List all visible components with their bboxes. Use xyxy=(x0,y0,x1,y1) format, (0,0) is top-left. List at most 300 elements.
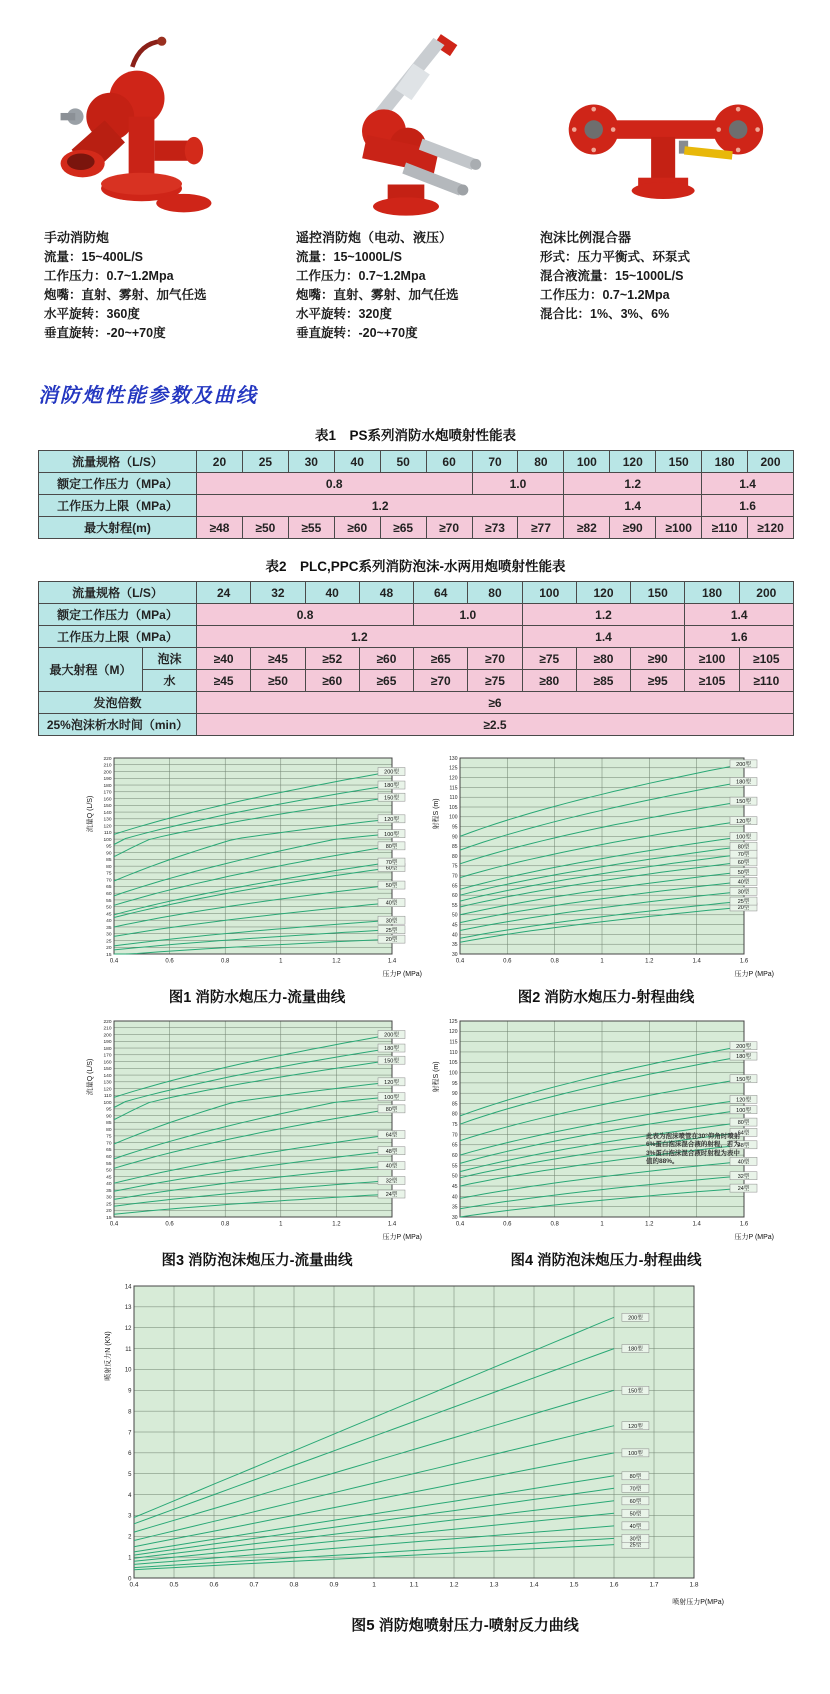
svg-text:3: 3 xyxy=(128,1513,132,1520)
x-axis-label: 压力P (MPa) xyxy=(382,1234,422,1241)
value-cell: ≥60 xyxy=(334,517,380,539)
svg-text:85: 85 xyxy=(451,1101,458,1108)
svg-text:1.4: 1.4 xyxy=(692,1221,701,1228)
svg-text:0.8: 0.8 xyxy=(550,958,559,965)
value-cell: ≥90 xyxy=(610,517,656,539)
svg-text:0.4: 0.4 xyxy=(455,958,465,965)
curve-label-48型: 48型 xyxy=(385,1148,398,1155)
svg-text:1.4: 1.4 xyxy=(387,958,397,965)
svg-text:120: 120 xyxy=(103,1087,112,1093)
curve-label-24型: 24型 xyxy=(737,1186,750,1193)
svg-text:130: 130 xyxy=(103,817,112,823)
svg-text:120: 120 xyxy=(103,824,112,830)
curve-label-40型: 40型 xyxy=(737,1159,750,1166)
svg-text:50: 50 xyxy=(451,912,458,919)
svg-text:0.6: 0.6 xyxy=(165,958,174,965)
svg-text:40: 40 xyxy=(451,1194,458,1201)
value-cell: 1.2 xyxy=(197,626,523,648)
svg-text:40: 40 xyxy=(106,919,112,925)
svg-text:70: 70 xyxy=(451,1132,458,1139)
curve-label-100型: 100型 xyxy=(736,834,751,841)
svg-text:115: 115 xyxy=(449,1039,458,1046)
flow-spec-value: 100 xyxy=(522,582,576,604)
figure-3-caption: 图3 消防泡沫炮压力-流量曲线 xyxy=(161,1253,353,1269)
svg-text:30: 30 xyxy=(451,951,458,958)
value-cell: ≥85 xyxy=(576,670,630,692)
svg-text:55: 55 xyxy=(451,902,458,909)
svg-text:55: 55 xyxy=(106,898,112,904)
svg-text:75: 75 xyxy=(106,1134,112,1140)
curve-label-200型: 200型 xyxy=(736,1043,751,1050)
figure-5 xyxy=(100,1278,830,1635)
chart-canvas xyxy=(100,1278,740,1608)
svg-text:115: 115 xyxy=(449,785,458,792)
svg-text:55: 55 xyxy=(451,1163,458,1170)
curve-label-180型: 180型 xyxy=(736,779,751,786)
svg-text:0.4: 0.4 xyxy=(109,958,119,965)
flow-spec-value: 60 xyxy=(426,451,472,473)
charts-row-1 xyxy=(84,752,830,1015)
svg-text:200: 200 xyxy=(103,1033,112,1039)
svg-text:65: 65 xyxy=(451,883,458,890)
svg-text:60: 60 xyxy=(106,891,112,897)
svg-text:1: 1 xyxy=(279,958,283,965)
y-axis-label: 射程S (m) xyxy=(433,798,440,830)
product-remote-monitor xyxy=(296,24,540,343)
product-spec-line: 流量：15~1000L/S xyxy=(296,250,402,264)
curve-label-200型: 200型 xyxy=(628,1315,643,1322)
svg-text:100: 100 xyxy=(103,837,112,843)
svg-text:35: 35 xyxy=(451,1204,458,1211)
value-cell: 1.0 xyxy=(414,604,523,626)
svg-text:11: 11 xyxy=(125,1346,132,1353)
curve-label-80型: 80型 xyxy=(737,1120,750,1127)
chart-canvas xyxy=(84,1015,430,1243)
flow-spec-value: 100 xyxy=(564,451,610,473)
performance-table xyxy=(38,450,794,539)
curve-label-20型: 20型 xyxy=(385,937,398,944)
product-specs xyxy=(540,248,812,324)
y-axis-label: 喷射反力N (KN) xyxy=(105,1331,112,1381)
figure-5-caption: 图5 消防炮喷射压力-喷射反力曲线 xyxy=(351,1617,579,1634)
svg-text:0.9: 0.9 xyxy=(329,1581,339,1589)
svg-text:1.4: 1.4 xyxy=(387,1221,397,1228)
curve-label-200型: 200型 xyxy=(384,769,399,776)
svg-text:110: 110 xyxy=(449,795,458,802)
value-cell: ≥48 xyxy=(197,517,243,539)
curve-label-50型: 50型 xyxy=(385,883,398,890)
curve-label-64型: 64型 xyxy=(385,1132,398,1139)
svg-text:1.8: 1.8 xyxy=(689,1581,699,1589)
product-foam-proportioner xyxy=(540,24,812,343)
curve-label-200型: 200型 xyxy=(384,1032,399,1039)
figure-5-plot xyxy=(100,1278,830,1613)
svg-text:50: 50 xyxy=(106,1168,112,1174)
figure-1-plot xyxy=(84,752,430,985)
curve-label-180型: 180型 xyxy=(384,1046,399,1053)
svg-text:85: 85 xyxy=(451,844,458,851)
curve-label-120型: 120型 xyxy=(628,1423,643,1430)
svg-text:95: 95 xyxy=(106,1107,112,1113)
svg-text:35: 35 xyxy=(106,925,112,931)
flow-spec-value: 70 xyxy=(472,451,518,473)
flow-spec-value: 80 xyxy=(468,582,522,604)
svg-text:1.4: 1.4 xyxy=(529,1581,539,1589)
svg-text:85: 85 xyxy=(106,1121,112,1127)
product-spec-line: 混合液流量：15~1000L/S xyxy=(540,269,684,283)
foam-proportioner-illustration xyxy=(540,24,790,224)
svg-text:10: 10 xyxy=(124,1367,132,1374)
product-spec-line: 混合比：1%、3%、6% xyxy=(540,307,670,321)
row-label: 工作压力上限（MPa） xyxy=(39,626,197,648)
curve-label-30型: 30型 xyxy=(629,1536,642,1543)
product-name: 手动消防炮 xyxy=(44,230,110,245)
svg-text:100: 100 xyxy=(103,1100,112,1106)
svg-text:100: 100 xyxy=(449,1070,458,1077)
curve-label-80型: 80型 xyxy=(385,1106,398,1113)
figure-3-plot xyxy=(84,1015,430,1248)
value-cell: ≥2.5 xyxy=(197,714,794,736)
svg-text:0.8: 0.8 xyxy=(289,1581,299,1589)
svg-text:80: 80 xyxy=(106,1127,112,1133)
svg-text:5: 5 xyxy=(128,1471,132,1478)
svg-text:12: 12 xyxy=(124,1325,132,1332)
flow-spec-value: 64 xyxy=(414,582,468,604)
flow-spec-value: 180 xyxy=(685,582,739,604)
svg-text:13: 13 xyxy=(124,1305,132,1312)
curve-label-40型: 40型 xyxy=(385,900,398,907)
figure-3 xyxy=(84,1015,430,1278)
svg-text:140: 140 xyxy=(103,810,112,816)
svg-text:180: 180 xyxy=(103,1046,112,1052)
svg-text:210: 210 xyxy=(103,1026,112,1032)
svg-text:45: 45 xyxy=(106,912,112,918)
curve-label-100型: 100型 xyxy=(384,831,399,838)
svg-text:170: 170 xyxy=(103,1053,112,1059)
svg-text:180: 180 xyxy=(103,783,112,789)
curve-label-25型: 25型 xyxy=(629,1542,642,1549)
curve-label-40型: 40型 xyxy=(737,879,750,886)
figure-4 xyxy=(430,1015,782,1278)
curve-label-70型: 70型 xyxy=(629,1486,642,1493)
svg-text:0.7: 0.7 xyxy=(249,1581,259,1589)
products-section xyxy=(0,0,830,343)
table2-container xyxy=(0,581,830,736)
chart-canvas xyxy=(84,752,430,980)
curve-label-25型: 25型 xyxy=(737,899,750,906)
curve-label-70型: 70型 xyxy=(385,860,398,867)
svg-text:6: 6 xyxy=(128,1451,132,1458)
svg-text:90: 90 xyxy=(451,834,458,841)
product-name: 泡沫比例混合器 xyxy=(540,230,632,245)
product-spec-line: 工作压力：0.7~1.2Mpa xyxy=(540,288,670,302)
row-sublabel: 水 xyxy=(143,670,197,692)
product-spec-line: 垂直旋转：-20~+70度 xyxy=(296,326,418,340)
value-cell: ≥60 xyxy=(305,670,359,692)
svg-text:105: 105 xyxy=(449,1060,458,1067)
curve-label-120型: 120型 xyxy=(384,1079,399,1086)
product-spec-line: 工作压力：0.7~1.2Mpa xyxy=(296,269,426,283)
table2-title: 表2 PLC,PPC系列消防泡沫-水两用炮喷射性能表 xyxy=(265,559,566,574)
product-name: 遥控消防炮（电动、液压） xyxy=(296,230,453,245)
flow-spec-value: 32 xyxy=(251,582,305,604)
svg-text:1.2: 1.2 xyxy=(645,1221,654,1228)
svg-text:60: 60 xyxy=(451,893,458,900)
value-cell: ≥40 xyxy=(197,648,251,670)
value-cell: 1.4 xyxy=(522,626,685,648)
value-cell: ≥80 xyxy=(576,648,630,670)
product-spec-line: 工作压力：0.7~1.2Mpa xyxy=(44,269,174,283)
section-title: 消防炮性能参数及曲线 xyxy=(38,385,258,407)
svg-text:80: 80 xyxy=(451,853,458,860)
charts-row-2 xyxy=(84,1015,830,1278)
figure-4-plot xyxy=(430,1015,782,1248)
value-cell: ≥65 xyxy=(359,670,413,692)
svg-text:1.6: 1.6 xyxy=(739,1221,749,1228)
value-cell: ≥65 xyxy=(380,517,426,539)
curve-label-50型: 50型 xyxy=(737,869,750,876)
svg-text:125: 125 xyxy=(449,1018,458,1025)
flow-spec-value: 200 xyxy=(739,582,793,604)
flow-spec-value: 50 xyxy=(380,451,426,473)
flow-spec-value: 20 xyxy=(197,451,243,473)
product-spec-line: 炮嘴：直射、雾射、加气任选 xyxy=(44,288,207,302)
value-cell: 1.4 xyxy=(564,495,702,517)
curve-label-80型: 80型 xyxy=(385,843,398,850)
svg-text:1.7: 1.7 xyxy=(649,1581,659,1589)
value-cell: ≥75 xyxy=(522,648,576,670)
x-axis-label: 压力P (MPa) xyxy=(734,971,774,978)
svg-text:30: 30 xyxy=(451,1214,458,1221)
value-cell: 0.8 xyxy=(197,604,414,626)
curve-label-24型: 24型 xyxy=(385,1192,398,1199)
svg-text:45: 45 xyxy=(451,1183,458,1190)
value-cell: ≥120 xyxy=(748,517,794,539)
value-cell: ≥105 xyxy=(685,670,739,692)
curve-label-180型: 180型 xyxy=(628,1346,643,1353)
curve-label-120型: 120型 xyxy=(384,816,399,823)
curve-label-200型: 200型 xyxy=(736,761,751,768)
svg-text:200: 200 xyxy=(103,770,112,776)
svg-text:120: 120 xyxy=(449,1029,458,1036)
curve-label-100型: 100型 xyxy=(384,1094,399,1101)
svg-text:0.4: 0.4 xyxy=(455,1221,465,1228)
svg-text:0.6: 0.6 xyxy=(209,1581,219,1589)
value-cell: ≥70 xyxy=(414,670,468,692)
value-cell: ≥45 xyxy=(251,648,305,670)
value-cell: 1.4 xyxy=(685,604,794,626)
svg-text:55: 55 xyxy=(106,1161,112,1167)
svg-text:7: 7 xyxy=(128,1430,132,1437)
svg-text:25: 25 xyxy=(106,1202,112,1208)
value-cell: ≥90 xyxy=(631,648,685,670)
product-specs xyxy=(44,248,296,343)
value-cell: ≥55 xyxy=(288,517,334,539)
svg-text:45: 45 xyxy=(451,922,458,929)
value-cell: ≥52 xyxy=(305,648,359,670)
curve-label-25型: 25型 xyxy=(385,927,398,934)
row-label: 额定工作压力（MPa） xyxy=(39,604,197,626)
svg-text:160: 160 xyxy=(103,797,112,803)
svg-text:35: 35 xyxy=(451,942,458,949)
svg-text:1: 1 xyxy=(128,1555,132,1562)
svg-text:60: 60 xyxy=(106,1154,112,1160)
svg-text:35: 35 xyxy=(106,1188,112,1194)
svg-text:50: 50 xyxy=(451,1173,458,1180)
value-cell: ≥6 xyxy=(197,692,794,714)
product-manual-monitor xyxy=(44,24,296,343)
curve-label-60型: 60型 xyxy=(385,865,398,872)
svg-text:110: 110 xyxy=(449,1049,458,1056)
svg-text:0.8: 0.8 xyxy=(550,1221,559,1228)
figure-4-note: 此表为泡沫喷管在30°仰角时喷射6%蛋白泡沫混合液的射程，若为3%蛋白泡沫混合液时射程为表中值的88%。 xyxy=(646,1133,741,1166)
x-axis-label: 喷射压力P(MPa) xyxy=(672,1599,724,1606)
svg-text:1.2: 1.2 xyxy=(449,1581,459,1589)
flow-spec-label: 流量规格（L/S） xyxy=(39,582,197,604)
svg-text:45: 45 xyxy=(106,1175,112,1181)
y-axis-label: 射程S (m) xyxy=(433,1061,440,1093)
curve-label-80型: 80型 xyxy=(629,1473,642,1480)
product-spec-line: 水平旋转：360度 xyxy=(44,307,140,321)
performance-table xyxy=(38,581,794,736)
svg-text:9: 9 xyxy=(128,1388,132,1395)
curve-label-150型: 150型 xyxy=(736,799,751,806)
value-cell: ≥50 xyxy=(251,670,305,692)
svg-text:20: 20 xyxy=(106,946,112,952)
curve-label-50型: 50型 xyxy=(629,1511,642,1518)
flow-spec-value: 24 xyxy=(197,582,251,604)
svg-text:60: 60 xyxy=(451,1153,458,1160)
curve-label-150型: 150型 xyxy=(736,1076,751,1083)
svg-text:1.2: 1.2 xyxy=(332,958,341,965)
svg-text:15: 15 xyxy=(106,952,112,958)
svg-text:30: 30 xyxy=(106,1195,112,1201)
curve-label-32型: 32型 xyxy=(385,1178,398,1185)
svg-text:75: 75 xyxy=(451,1122,458,1129)
curve-label-150型: 150型 xyxy=(384,1058,399,1065)
svg-text:2: 2 xyxy=(128,1534,132,1541)
flow-spec-value: 80 xyxy=(518,451,564,473)
svg-text:0: 0 xyxy=(128,1576,132,1583)
curve-label-100型: 100型 xyxy=(628,1450,643,1457)
curve-label-40型: 40型 xyxy=(629,1523,642,1530)
product-spec-line: 流量：15~400L/S xyxy=(44,250,144,264)
charts-section xyxy=(0,752,830,1635)
svg-text:95: 95 xyxy=(451,1080,458,1087)
y-axis-label: 流量Q (L/S) xyxy=(87,795,94,833)
svg-text:110: 110 xyxy=(103,1094,112,1100)
svg-text:15: 15 xyxy=(106,1215,112,1221)
curve-label-30型: 30型 xyxy=(385,918,398,925)
svg-text:70: 70 xyxy=(106,1141,112,1147)
value-cell: ≥82 xyxy=(564,517,610,539)
curve-label-60型: 60型 xyxy=(629,1498,642,1505)
row-label: 发泡倍数 xyxy=(39,692,197,714)
svg-text:75: 75 xyxy=(106,871,112,877)
svg-text:0.5: 0.5 xyxy=(169,1581,179,1589)
manual-monitor-illustration xyxy=(44,24,274,224)
flow-spec-value: 25 xyxy=(242,451,288,473)
figure-2-plot xyxy=(430,752,782,985)
svg-text:1.2: 1.2 xyxy=(332,1221,341,1228)
svg-text:105: 105 xyxy=(449,804,458,811)
value-cell: 0.8 xyxy=(197,473,473,495)
svg-text:150: 150 xyxy=(103,804,112,810)
charts-row-3 xyxy=(100,1278,830,1635)
value-cell: ≥75 xyxy=(468,670,522,692)
svg-text:130: 130 xyxy=(449,755,458,762)
row-label: 最大射程（M） xyxy=(39,648,143,692)
flow-spec-value: 200 xyxy=(748,451,794,473)
curve-label-150型: 150型 xyxy=(384,795,399,802)
value-cell: ≥73 xyxy=(472,517,518,539)
svg-text:170: 170 xyxy=(103,790,112,796)
svg-text:95: 95 xyxy=(106,844,112,850)
curve-label-180型: 180型 xyxy=(384,783,399,790)
product-spec-line: 垂直旋转：-20~+70度 xyxy=(44,326,166,340)
svg-text:40: 40 xyxy=(106,1182,112,1188)
value-cell: ≥100 xyxy=(685,648,739,670)
value-cell: 1.0 xyxy=(472,473,564,495)
svg-text:75: 75 xyxy=(451,863,458,870)
row-sublabel: 泡沫 xyxy=(143,648,197,670)
curve-label-30型: 30型 xyxy=(737,889,750,896)
product-specs xyxy=(296,248,540,343)
product-spec-line: 炮嘴：直射、雾射、加气任选 xyxy=(296,288,459,302)
product-spec-line: 水平旋转：320度 xyxy=(296,307,392,321)
svg-text:65: 65 xyxy=(106,885,112,891)
svg-text:0.4: 0.4 xyxy=(109,1221,119,1228)
svg-text:65: 65 xyxy=(451,1142,458,1149)
curve-label-70型: 70型 xyxy=(737,852,750,859)
svg-text:1: 1 xyxy=(600,1221,604,1228)
svg-text:1.1: 1.1 xyxy=(409,1581,419,1589)
svg-text:80: 80 xyxy=(106,864,112,870)
flow-spec-value: 150 xyxy=(631,582,685,604)
curve-label-64型: 64型 xyxy=(737,1130,750,1137)
svg-text:14: 14 xyxy=(124,1284,132,1291)
svg-text:140: 140 xyxy=(103,1073,112,1079)
flow-spec-value: 40 xyxy=(334,451,380,473)
figure-2 xyxy=(430,752,782,1015)
svg-text:1.2: 1.2 xyxy=(645,958,654,965)
svg-text:160: 160 xyxy=(103,1060,112,1066)
svg-text:150: 150 xyxy=(103,1067,112,1073)
svg-text:130: 130 xyxy=(103,1080,112,1086)
foam-proportioner-photo xyxy=(540,24,812,224)
value-cell: 1.2 xyxy=(564,473,702,495)
value-cell: 1.2 xyxy=(522,604,685,626)
value-cell: ≥70 xyxy=(468,648,522,670)
curve-label-40型: 40型 xyxy=(385,1163,398,1170)
value-cell: ≥80 xyxy=(522,670,576,692)
value-cell: ≥50 xyxy=(242,517,288,539)
row-label: 工作压力上限（MPa） xyxy=(39,495,197,517)
svg-text:0.6: 0.6 xyxy=(165,1221,174,1228)
svg-text:20: 20 xyxy=(106,1209,112,1215)
table1-title: 表1 PS系列消防水炮喷射性能表 xyxy=(314,428,517,443)
value-cell: ≥105 xyxy=(739,648,793,670)
value-cell: 1.6 xyxy=(685,626,794,648)
svg-text:80: 80 xyxy=(451,1111,458,1118)
flow-spec-value: 150 xyxy=(656,451,702,473)
svg-text:25: 25 xyxy=(106,939,112,945)
y-axis-label: 流量Q (L/S) xyxy=(87,1058,94,1096)
figure-4-caption: 图4 消防泡沫炮压力-射程曲线 xyxy=(510,1253,702,1269)
svg-text:210: 210 xyxy=(103,763,112,769)
svg-text:50: 50 xyxy=(106,905,112,911)
svg-text:120: 120 xyxy=(449,775,458,782)
